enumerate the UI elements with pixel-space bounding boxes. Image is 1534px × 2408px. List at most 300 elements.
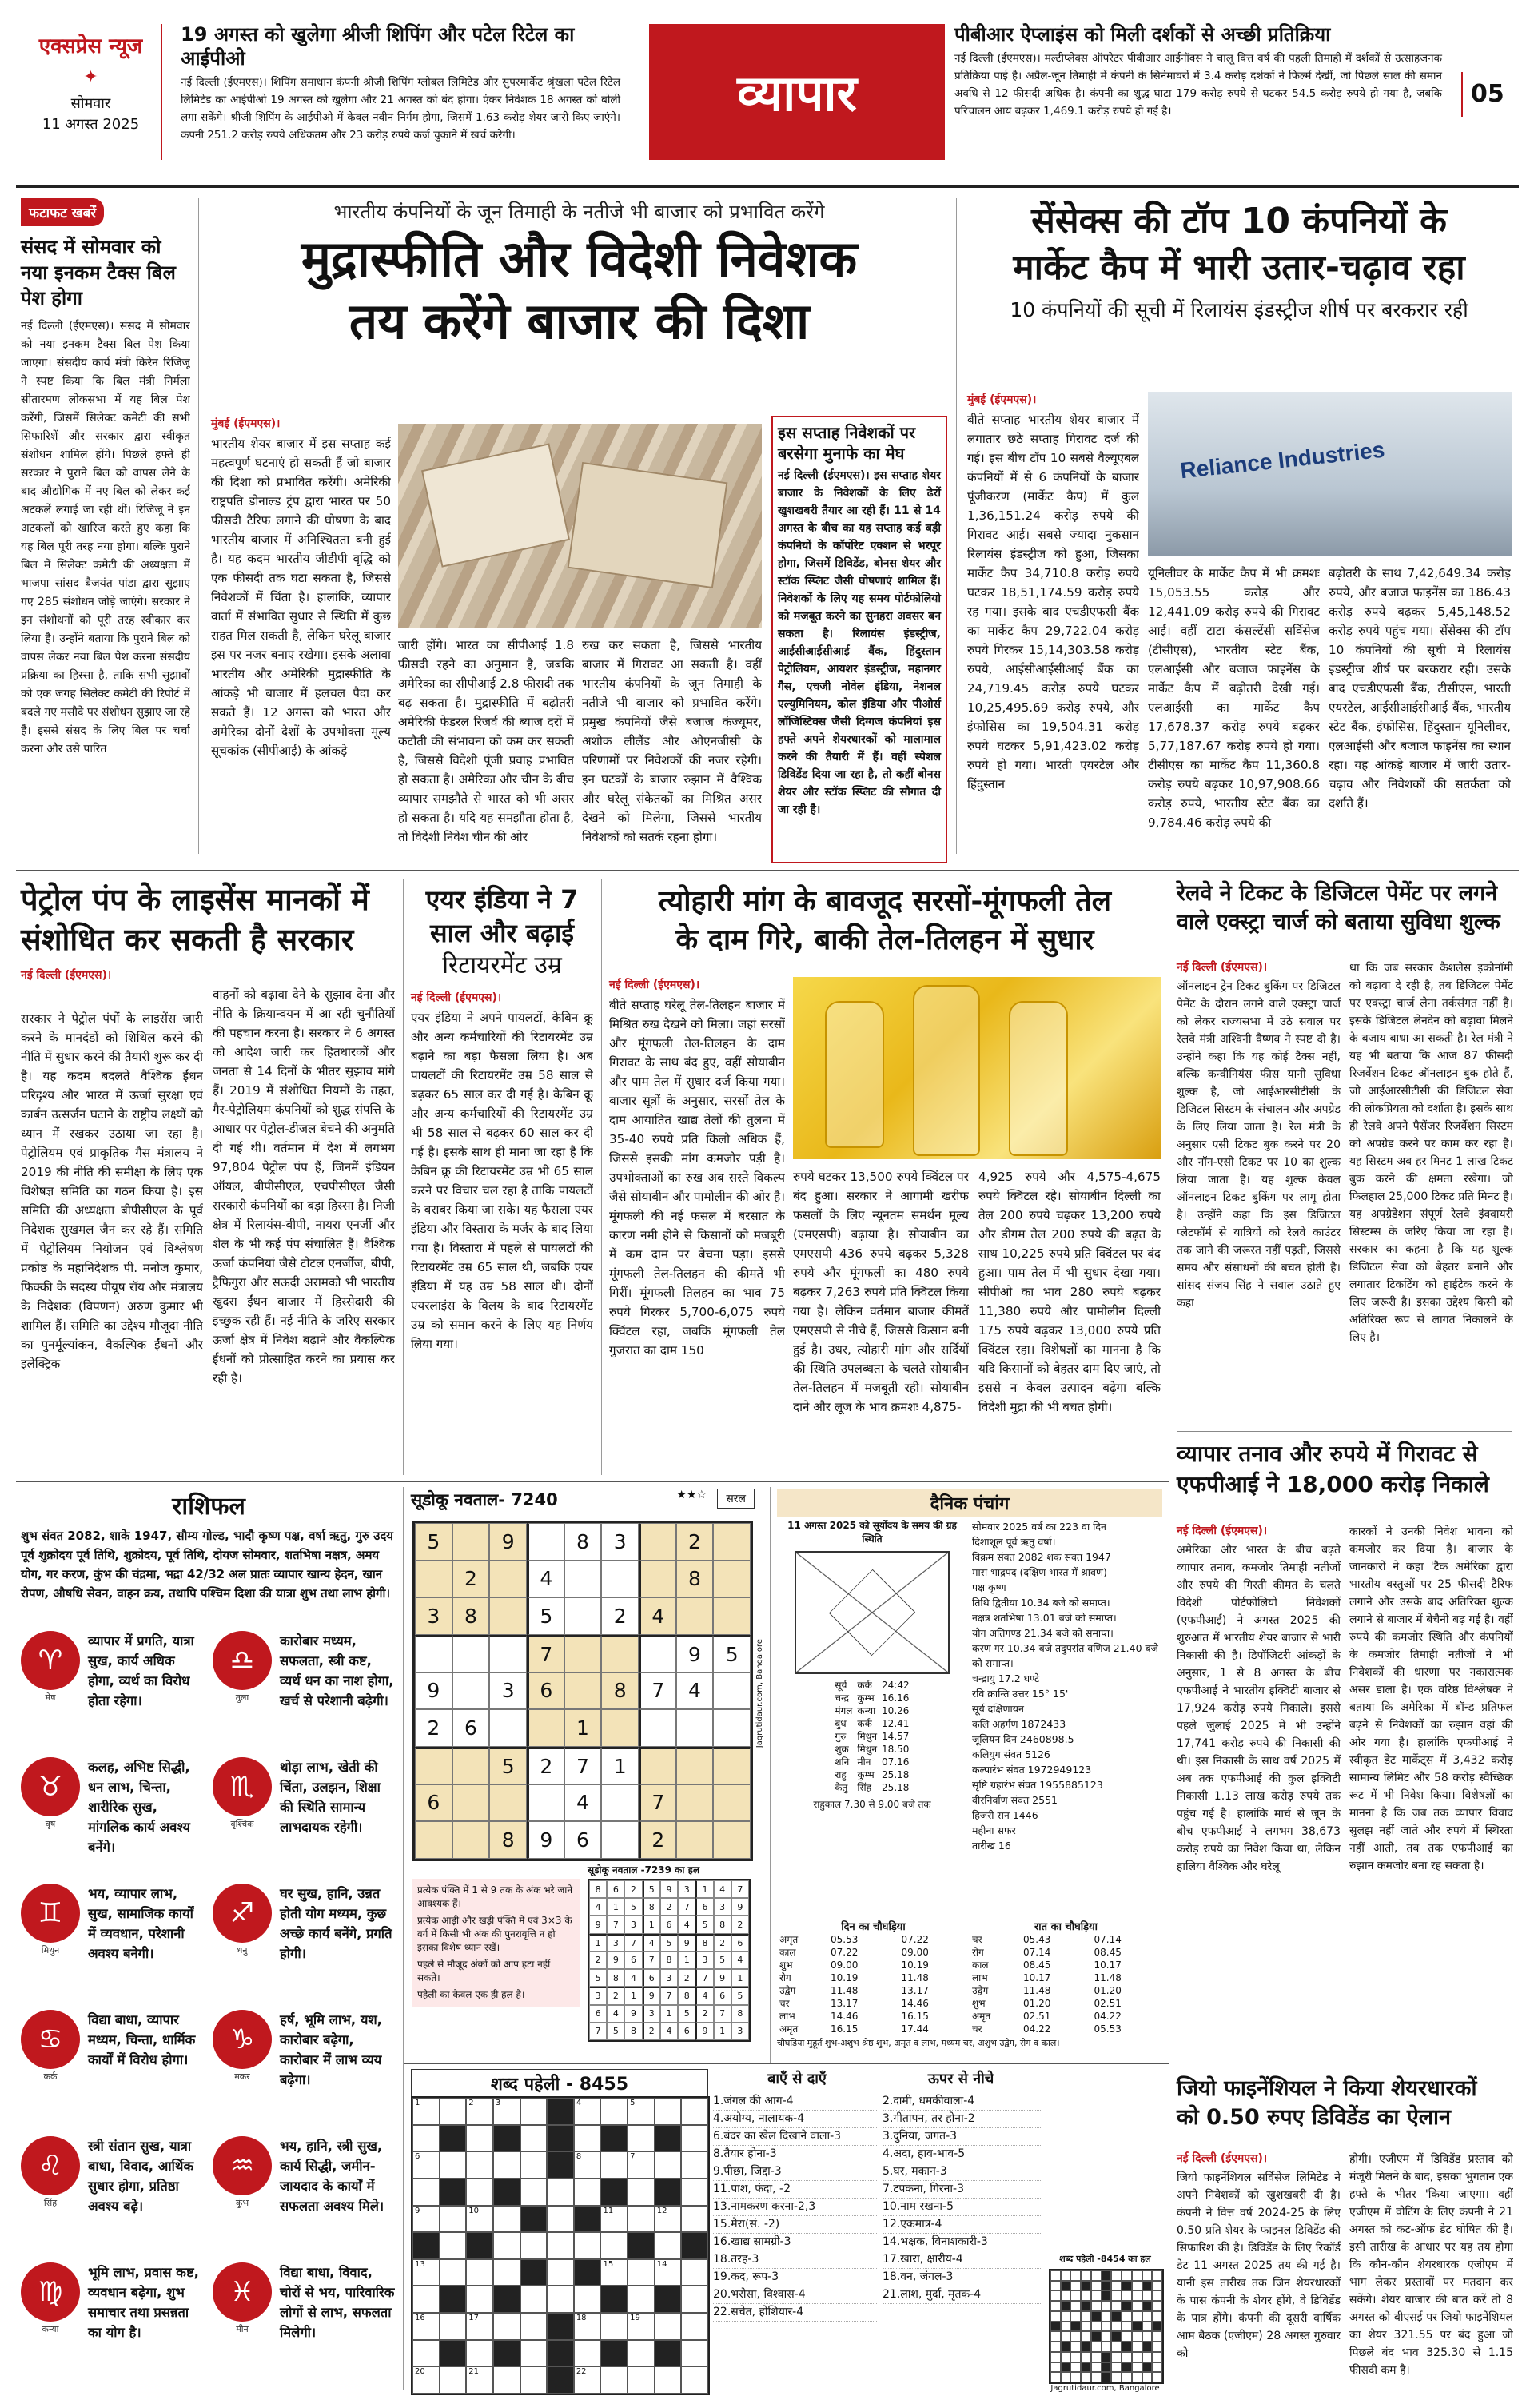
col-divider-4 [601, 879, 602, 1475]
crossword-cell[interactable] [574, 2340, 601, 2367]
crossword-cell [412, 2232, 440, 2259]
sudoku-cell[interactable]: 4 [564, 1784, 602, 1822]
crossword-solution-cell [1061, 2322, 1071, 2332]
sudoku-cell[interactable] [639, 1709, 676, 1747]
choghadiya-cell: चर [972, 1934, 982, 1945]
crossword-cell[interactable] [600, 2259, 628, 2286]
crossword-cell[interactable] [466, 2259, 493, 2286]
sudoku-cell[interactable] [713, 1597, 751, 1635]
sudoku-cell[interactable]: 2 [676, 1523, 714, 1561]
sudoku-cell[interactable] [676, 1709, 714, 1747]
panchang-info-line: कल्पारंभ संवत 1972949123 [972, 1764, 1092, 1776]
crossword-cell[interactable] [520, 2125, 548, 2152]
crossword-solution-cell [1050, 2331, 1061, 2342]
sudoku-cell[interactable] [564, 1672, 602, 1710]
rashifal-title: राशिफल [172, 1493, 245, 1521]
choghadiya-cell: शुभ [972, 1998, 986, 2009]
crossword-clue: 11.पाश, फंदा, -2 [713, 2181, 877, 2199]
crossword-cell[interactable] [681, 2098, 708, 2125]
crossword-cell[interactable] [466, 2151, 493, 2179]
choghadiya-cell: अमृत [779, 2023, 799, 2035]
crossword-cell[interactable] [466, 2366, 493, 2394]
crossword-cell[interactable] [574, 2232, 601, 2259]
choghadiya-cell: 07.22 [831, 1947, 859, 1958]
crossword-cell[interactable] [493, 2151, 520, 2179]
sensex-headline-1: सेंसेक्स की टॉप 10 कंपनियों के [1031, 201, 1447, 241]
choghadiya-cell: 09.00 [901, 1947, 929, 1958]
sudoku-solution-cell: 2 [607, 1987, 624, 2004]
crossword-cell[interactable] [655, 2366, 682, 2394]
zodiac-icon: ♌ [21, 2136, 80, 2195]
col-divider-3 [403, 879, 404, 1475]
sudoku-cell[interactable]: 4 [676, 1672, 714, 1710]
lead-dateline: मुंबई (ईएमएस)। [211, 417, 281, 430]
col-divider-1 [198, 198, 199, 854]
sudoku-cell[interactable]: 2 [415, 1709, 452, 1747]
sudoku-cell[interactable] [713, 1784, 751, 1822]
sudoku-cell[interactable]: 2 [527, 1747, 564, 1784]
crossword-cell[interactable] [520, 2232, 548, 2259]
sudoku-cell[interactable] [415, 1561, 452, 1598]
crossword-cell[interactable] [440, 2206, 467, 2233]
crossword-cell[interactable] [574, 2313, 601, 2340]
sudoku-cell[interactable]: 7 [527, 1635, 564, 1672]
sudoku-solution-cell: 5 [589, 1969, 607, 1987]
sudoku-solution-cell: 9 [589, 1916, 607, 1933]
crossword-clue: 19.कद, रूप-3 [713, 2269, 877, 2286]
crossword-cell[interactable] [440, 2313, 467, 2340]
grah-cell: कन्या [857, 1705, 876, 1716]
sudoku-cell[interactable] [639, 1635, 676, 1672]
sudoku-cell[interactable] [452, 1784, 490, 1822]
crossword-cell[interactable] [520, 2151, 548, 2179]
airindia-dateline: नई दिल्ली (ईएमएस)। [411, 991, 502, 1004]
crossword-cell[interactable] [493, 2259, 520, 2286]
crossword-cell[interactable] [574, 2151, 601, 2179]
choghadiya-cell: 02.51 [1094, 1998, 1122, 2009]
choghadiya-cell: 01.20 [1094, 1985, 1122, 1996]
crossword-cell[interactable] [628, 2340, 655, 2367]
railway-col-1 [1177, 959, 1341, 1421]
crossword-cell[interactable] [440, 2366, 467, 2394]
sudoku-cell[interactable]: 5 [489, 1747, 527, 1784]
crossword-cell[interactable] [600, 2232, 628, 2259]
choghadiya-cell: 13.17 [831, 1998, 859, 2009]
crossword-cell[interactable] [681, 2179, 708, 2206]
crossword-cell[interactable] [574, 2286, 601, 2313]
grah-cell: 16.16 [882, 1692, 910, 1704]
sudoku-cell[interactable] [452, 1635, 490, 1672]
sudoku-cell[interactable]: 5 [415, 1523, 452, 1561]
crossword-solution-cell [1050, 2311, 1061, 2322]
sudoku-cell[interactable] [489, 1635, 527, 1672]
crossword-cell[interactable] [466, 2286, 493, 2313]
crossword-cell[interactable] [493, 2313, 520, 2340]
sudoku-cell[interactable] [452, 1672, 490, 1710]
crossword-cell[interactable] [628, 2286, 655, 2313]
crossword-cell[interactable] [466, 2206, 493, 2233]
sudoku-cell[interactable] [452, 1821, 490, 1859]
choghadiya-titles [777, 1919, 1162, 1933]
sudoku-cell[interactable] [601, 1709, 639, 1747]
crossword-solution-cell [1081, 2290, 1091, 2301]
crossword-cell[interactable] [440, 2098, 467, 2125]
sudoku-cell[interactable]: 8 [564, 1523, 602, 1561]
crossword-cell[interactable] [520, 2286, 548, 2313]
sarson-dateline: नई दिल्ली (ईएमएस)। [609, 979, 700, 991]
choghadiya-cell: रोग [779, 1972, 791, 1983]
crossword-solution-cell [1091, 2301, 1102, 2311]
crossword-cell[interactable] [547, 2286, 574, 2313]
crossword-cell[interactable] [412, 2366, 440, 2394]
kundali-chart [795, 1551, 950, 1674]
sudoku-cell[interactable]: 9 [489, 1523, 527, 1561]
sudoku-solution-cell: 5 [678, 2005, 695, 2023]
crossword-cell[interactable] [493, 2098, 520, 2125]
panchang-right [972, 1519, 1162, 1853]
crossword-clue: 21.लाश, मुर्दा, मृतक-4 [883, 2286, 1042, 2304]
sudoku-cell[interactable] [639, 1523, 676, 1561]
rashifal-section [21, 1489, 396, 1603]
crossword-cell[interactable] [655, 2098, 682, 2125]
crossword-cell[interactable] [655, 2232, 682, 2259]
crossword-cell[interactable] [440, 2232, 467, 2259]
zodiac-prediction: व्यापार में प्रगति, यात्रा सुख, कार्य अधिक होगा, व्यर्थ का विरोध होता रहेगा। [88, 1633, 194, 1708]
crossword-solution-cell [1122, 2342, 1132, 2352]
crossword-cell [655, 2286, 682, 2313]
choghadiya-row [777, 1984, 970, 1997]
rashifal-sign-2 [21, 1757, 203, 1857]
crossword-cell[interactable] [628, 2098, 655, 2125]
sudoku-title: सूडोकू नवताल- 7240 [411, 1490, 558, 1509]
sudoku-cell[interactable] [676, 1747, 714, 1784]
sudoku-solution-cell: 8 [607, 1969, 624, 1987]
crossword-solution-cell [1070, 2301, 1081, 2311]
crossword-cell[interactable] [681, 2366, 708, 2394]
crossword-solution-cell [1061, 2352, 1071, 2362]
crossword-cell[interactable] [681, 2259, 708, 2286]
panchang-info-line: करण गर 10.34 बजे तदुपरांत वणिज 21.40 बजे को समाप्त। [972, 1642, 1158, 1669]
sudoku-cell[interactable] [713, 1561, 751, 1598]
sudoku-solution-cell: 3 [607, 1934, 624, 1952]
crossword-cell[interactable] [493, 2206, 520, 2233]
rashifal-sign-11 [213, 2262, 395, 2342]
crossword-solution-cell [1111, 2290, 1122, 2301]
crossword-clue: 10.नाम रखना-5 [883, 2199, 1042, 2216]
sudoku-cell[interactable] [713, 1821, 751, 1859]
sudoku-cell[interactable] [676, 1597, 714, 1635]
sudoku-solution-cell: 3 [643, 2005, 660, 2023]
crossword-cell[interactable] [600, 2313, 628, 2340]
crossword-solution-cell [1111, 2301, 1122, 2311]
sudoku-solution-cell: 7 [695, 1969, 713, 1987]
crossword-cell [493, 2125, 520, 2152]
crossword-cell[interactable] [600, 2366, 628, 2394]
sudoku-cell[interactable] [639, 1561, 676, 1598]
crossword-cell[interactable] [600, 2098, 628, 2125]
crossword-cell[interactable] [681, 2125, 708, 2152]
sudoku-cell[interactable] [713, 1709, 751, 1747]
crossword-cell[interactable] [628, 2259, 655, 2286]
sudoku-cell[interactable] [452, 1747, 490, 1784]
sudoku-cell[interactable]: 3 [489, 1672, 527, 1710]
choghadiya-row [777, 1997, 970, 2010]
crossword-cell[interactable] [412, 2259, 440, 2286]
sudoku-cell[interactable] [527, 1709, 564, 1747]
sudoku-cell[interactable]: 8 [676, 1561, 714, 1598]
crossword-clue: 8.तैयार होना-3 [713, 2146, 877, 2163]
sudoku-cell[interactable]: 1 [564, 1709, 602, 1747]
sudoku-solution-cell: 4 [589, 1898, 607, 1916]
sudoku-solution-cell: 8 [624, 2023, 642, 2040]
choghadiya-cell: रोग [972, 1947, 984, 1958]
crossword-cell[interactable] [547, 2206, 574, 2233]
crossword-cell [628, 2232, 655, 2259]
crossword-cell-number: 22 [576, 2367, 587, 2377]
sudoku-cell[interactable] [601, 1784, 639, 1822]
crossword-cell[interactable] [466, 2179, 493, 2206]
crossword-cell[interactable] [574, 2366, 601, 2394]
sudoku-cell[interactable]: 8 [489, 1821, 527, 1859]
top-left-body: नई दिल्ली (ईएमएस)। शिपिंग समाधान कंपनी श्रीजी शिपिंग ग्लोबल लिमिटेड और सुपरमार्केट श्रृंखला पटेल रिटेल लिमिटेड का आईपीओ 19 अगस्त को खुलेगा और 21 अगस्त को बंद होगा। एंकर निवेशक 18 अगस्त को बोली लगा सकेंगे। श्रीजी शिपिंग के आईपीओ में केवल नवीन निर्गम होगा, जिसमें 1.63 करोड़ शेयर जारी किए जाएंगे। कंपनी 251.2 करोड़ रुपये अधिकतम और 23 करोड़ रुपये कर्ज चुकाने में खर्च करेगी। [181, 76, 620, 142]
crossword-cell[interactable] [520, 2313, 548, 2340]
crossword-solution-cell [1070, 2372, 1081, 2382]
sudoku-cell[interactable] [713, 1523, 751, 1561]
crossword-cell[interactable] [655, 2206, 682, 2233]
crossword-clue: 18.तरह-3 [713, 2251, 877, 2269]
sudoku-cell[interactable]: 1 [601, 1747, 639, 1784]
sudoku-cell[interactable] [601, 1821, 639, 1859]
crossword-credit: Jagrutidaur.com, Bangalore [1050, 2384, 1160, 2393]
sudoku-cell[interactable] [527, 1523, 564, 1561]
sudoku-solution-cell: 5 [660, 1934, 678, 1952]
sudoku-cell[interactable]: 4 [639, 1597, 676, 1635]
sudoku-cell[interactable] [713, 1672, 751, 1710]
crossword-cell[interactable] [412, 2286, 440, 2313]
panchang-info-line: सृष्टि ग्रहारंभ संवत 1955885123 [972, 1779, 1103, 1791]
crossword-solution-cell [1132, 2311, 1142, 2322]
crossword-cell[interactable] [681, 2340, 708, 2367]
sarson-text-2: रुपये घटकर 13,500 रुपये क्विंटल पर बंद हुआ। सरकार ने आगामी खरीफ फसलों के लिए न्यूनतम समर्थन मूल्य (एमएसपी) बढ़ाया है। सोयाबीन का एमएसपी 436 रुपये बढ़कर 5,328 रुपये और मूंगफली का 480 रुपये बढ़कर 7,263 रुपये प्रति क्विंटल किया गया है। लेकिन वर्तमान बाजार कीमतें एमएसपी से नीचे हैं, जिससे किसान बनी हुई है। उधर, त्योहारी मांग और सर्दियों की स्थिति उपलब्धता के चलते सोयाबीन तेल-तिलहन में मजबूती रही। सोयाबीन दाने और लूज के भाव क्रमशः 4,875- [793, 1170, 969, 1414]
sudoku-cell[interactable]: 7 [639, 1672, 676, 1710]
crossword-cell[interactable] [520, 2179, 548, 2206]
crossword-cell[interactable] [628, 2125, 655, 2152]
sudoku-cell[interactable]: 9 [676, 1635, 714, 1672]
choghadiya-cell: 13.17 [901, 1985, 929, 1996]
sudoku-cell[interactable]: 2 [452, 1561, 490, 1598]
crossword-cell[interactable] [412, 2151, 440, 2179]
crossword-solution-cell [1102, 2270, 1112, 2281]
sudoku-cell[interactable]: 4 [527, 1561, 564, 1598]
choghadiya-row [970, 1971, 1162, 1984]
panchang-info-line: दिशाशूल पूर्व ऋतु वर्षा। [972, 1536, 1056, 1548]
sudoku-cell[interactable] [489, 1561, 527, 1598]
sudoku-cell[interactable]: 5 [713, 1635, 751, 1672]
crossword-cell[interactable] [681, 2286, 708, 2313]
crossword-cell[interactable] [628, 2206, 655, 2233]
sudoku-cell[interactable] [601, 1561, 639, 1598]
sudoku-cell[interactable]: 6 [527, 1672, 564, 1710]
grah-row [832, 1704, 911, 1717]
choghadiya-day-title: दिन का चौघड़िया [841, 1921, 906, 1933]
crossword-cell[interactable] [600, 2151, 628, 2179]
sudoku-cell[interactable]: 2 [601, 1597, 639, 1635]
crossword-solution-cell [1050, 2322, 1061, 2332]
sudoku-solution-cell: 9 [660, 1880, 678, 1898]
crossword-cell[interactable] [466, 2098, 493, 2125]
sudoku-grid[interactable] [412, 1521, 753, 1861]
crossword-cell[interactable] [520, 2098, 548, 2125]
crossword-cell[interactable] [681, 2206, 708, 2233]
panchang-info-line: योग अतिगण्ड 21.34 बजे को समाप्त। [972, 1627, 1114, 1639]
sudoku-cell[interactable] [639, 1747, 676, 1784]
date-label: 11 अगस्त 2025 [42, 116, 140, 133]
sudoku-cell[interactable] [527, 1784, 564, 1822]
choghadiya-tables [777, 1933, 1162, 2035]
crossword-cell-number: 2 [468, 2099, 474, 2107]
sudoku-rule-3: पहले से मौजूद अंकों को आप हटा नहीं सकते। [417, 1959, 551, 1983]
sudoku-cell[interactable]: 8 [601, 1672, 639, 1710]
crossword-cell[interactable] [681, 2313, 708, 2340]
sudoku-cell[interactable]: 6 [564, 1821, 602, 1859]
crossword-cell[interactable] [655, 2313, 682, 2340]
sudoku-cell[interactable] [713, 1747, 751, 1784]
choghadiya-row [970, 1997, 1162, 2010]
crossword-cell[interactable] [466, 2313, 493, 2340]
crossword-cell[interactable] [574, 2098, 601, 2125]
crossword-grid[interactable] [411, 2096, 710, 2395]
crossword-solution-cell [1142, 2290, 1153, 2301]
sudoku-cell[interactable] [415, 1821, 452, 1859]
crossword-cell [681, 2232, 708, 2259]
crossword-cell[interactable] [520, 2366, 548, 2394]
crossword-cell[interactable] [655, 2259, 682, 2286]
row-divider-1 [16, 870, 1519, 871]
grah-row [832, 1679, 911, 1692]
crossword-clue: 1.जंगल की आग-4 [713, 2093, 877, 2111]
railway-fpi-divider [1177, 1431, 1512, 1432]
sudoku-cell[interactable] [415, 1635, 452, 1672]
sudoku-cell[interactable]: 5 [527, 1597, 564, 1635]
sensex-col-3 [1329, 564, 1511, 847]
crossword-cell[interactable] [412, 2340, 440, 2367]
rashifal-sign-badge [213, 2010, 272, 2083]
choghadiya-cell: 04.22 [1023, 2023, 1051, 2035]
sudoku-solution-cell: 8 [589, 1880, 607, 1898]
sudoku-rule-2: प्रत्येक आड़ी और खड़ी पंक्ति में एवं 3×3 के वर्ग में किसी भी अंक की पुनरावृत्ति न हो इसका विशेष ध्यान रखें। [417, 1915, 572, 1953]
sudoku-cell[interactable]: 3 [415, 1597, 452, 1635]
crossword-cell[interactable] [547, 2259, 574, 2286]
crossword-cell[interactable] [520, 2340, 548, 2367]
sudoku-cell[interactable]: 2 [639, 1821, 676, 1859]
lead-text-2: जारी होंगे। भारत का सीपीआई 1.8 फीसदी रहने का अनुमान है, जबकि अमेरिका का सीपीआई 2.8 फीसदी तक बढ़ सकता है। मुद्रास्फीति में बढ़ोतरी अमेरिकी फेडरल रिजर्व की ब्याज दरों में कटौती की संभावना को कम कर सकती है, जिससे विदेशी पूंजी प्रवाह प्रभावित हो सकता है। अमेरिका और चीन के बीच व्यापार समझौते से भारत को भी असर हो सकता है। यदि यह समझौता होता है, तो विदेशी निवेश चीन की ओर [398, 638, 574, 844]
crossword-cell[interactable] [628, 2151, 655, 2179]
sudoku-cell[interactable] [676, 1784, 714, 1822]
grah-cell: केतु [835, 1782, 848, 1793]
sudoku-cell[interactable]: 9 [527, 1821, 564, 1859]
crossword-solution-cell [1142, 2311, 1153, 2322]
sudoku-solution-cell: 2 [624, 1880, 642, 1898]
sudoku-cell[interactable] [489, 1784, 527, 1822]
crossword-cell[interactable] [574, 2125, 601, 2152]
crossword-cell[interactable] [440, 2259, 467, 2286]
sudoku-cell[interactable]: 7 [564, 1747, 602, 1784]
sudoku-cell[interactable] [489, 1709, 527, 1747]
sudoku-cell[interactable] [415, 1747, 452, 1784]
crossword-cell[interactable] [412, 2206, 440, 2233]
crossword-cell[interactable] [440, 2151, 467, 2179]
crossword-across-list [713, 2093, 877, 2322]
sudoku-cell[interactable] [564, 1597, 602, 1635]
sudoku-cell[interactable] [601, 1635, 639, 1672]
sudoku-cell[interactable] [564, 1561, 602, 1598]
crossword-solution-cell [1122, 2290, 1132, 2301]
crossword-cell[interactable] [628, 2179, 655, 2206]
crossword-cell[interactable] [547, 2179, 574, 2206]
choghadiya-row [777, 2023, 970, 2035]
crossword-cell[interactable] [412, 2179, 440, 2206]
sudoku-cell[interactable]: 7 [639, 1784, 676, 1822]
crossword-cell[interactable] [574, 2179, 601, 2206]
sudoku-cell[interactable] [489, 1597, 527, 1635]
sudoku-cell[interactable]: 9 [415, 1672, 452, 1710]
crossword-cell[interactable] [493, 2232, 520, 2259]
crossword-cell[interactable] [466, 2340, 493, 2367]
grah-row [832, 1768, 911, 1781]
sarson-headline-1: त्योहारी मांग के बावजूद सरसों-मूंगफली तेल [658, 885, 1112, 918]
petrol-col-1 [21, 1009, 203, 1473]
crossword-cell-number: 13 [415, 2259, 425, 2269]
crossword-cell[interactable] [493, 2366, 520, 2394]
sudoku-prev-title: सूडोकू नवताल -7239 का हल [588, 1864, 700, 1876]
crossword-cell[interactable] [547, 2232, 574, 2259]
sarson-headline-2: के दाम गिरे, बाकी तेल-तिलहन में सुधार [675, 923, 1094, 956]
choghadiya-cell: 01.20 [1023, 1998, 1051, 2009]
paper-name: एक्सप्रेस न्यूज [38, 34, 143, 58]
sudoku-cell[interactable] [452, 1523, 490, 1561]
sudoku-cell[interactable]: 3 [601, 1523, 639, 1561]
crossword-cell[interactable] [600, 2206, 628, 2233]
crossword-cell[interactable] [412, 2313, 440, 2340]
choghadiya-night-title: रात का चौघड़िया [1034, 1921, 1098, 1933]
panchang-info-line: महीना सफर [972, 1824, 1016, 1836]
crossword-cell[interactable] [412, 2098, 440, 2125]
crossword-cell[interactable] [466, 2125, 493, 2152]
grah-row [832, 1756, 911, 1768]
petrol-story [21, 879, 396, 986]
crossword-cell [600, 2179, 628, 2206]
crossword-cell[interactable] [655, 2151, 682, 2179]
panchang-section [777, 1489, 1162, 2056]
sudoku-cell[interactable]: 6 [415, 1784, 452, 1822]
railway-col-2 [1349, 959, 1513, 1423]
lead-headline-1: मुद्रास्फीति और विदेशी निवेशक [301, 229, 858, 288]
sudoku-solution-cell: 3 [695, 1952, 713, 1969]
crossword-cell[interactable] [412, 2125, 440, 2152]
crossword-cell[interactable] [681, 2151, 708, 2179]
sudoku-cell[interactable] [564, 1635, 602, 1672]
sudoku-cell[interactable]: 6 [452, 1709, 490, 1747]
crossword-clue: 2.दामी, धमकीवाला-4 [883, 2093, 1042, 2111]
grah-cell: 10.26 [882, 1705, 910, 1716]
crossword-cell[interactable] [628, 2366, 655, 2394]
sudoku-cell[interactable]: 8 [452, 1597, 490, 1635]
panchang-info-line: तारीख 16 [972, 1840, 1011, 1852]
crossword-solution-cell [1050, 2270, 1061, 2281]
crossword-solution-cell [1122, 2270, 1132, 2281]
sudoku-cell[interactable] [676, 1821, 714, 1859]
crossword-cell[interactable] [628, 2313, 655, 2340]
